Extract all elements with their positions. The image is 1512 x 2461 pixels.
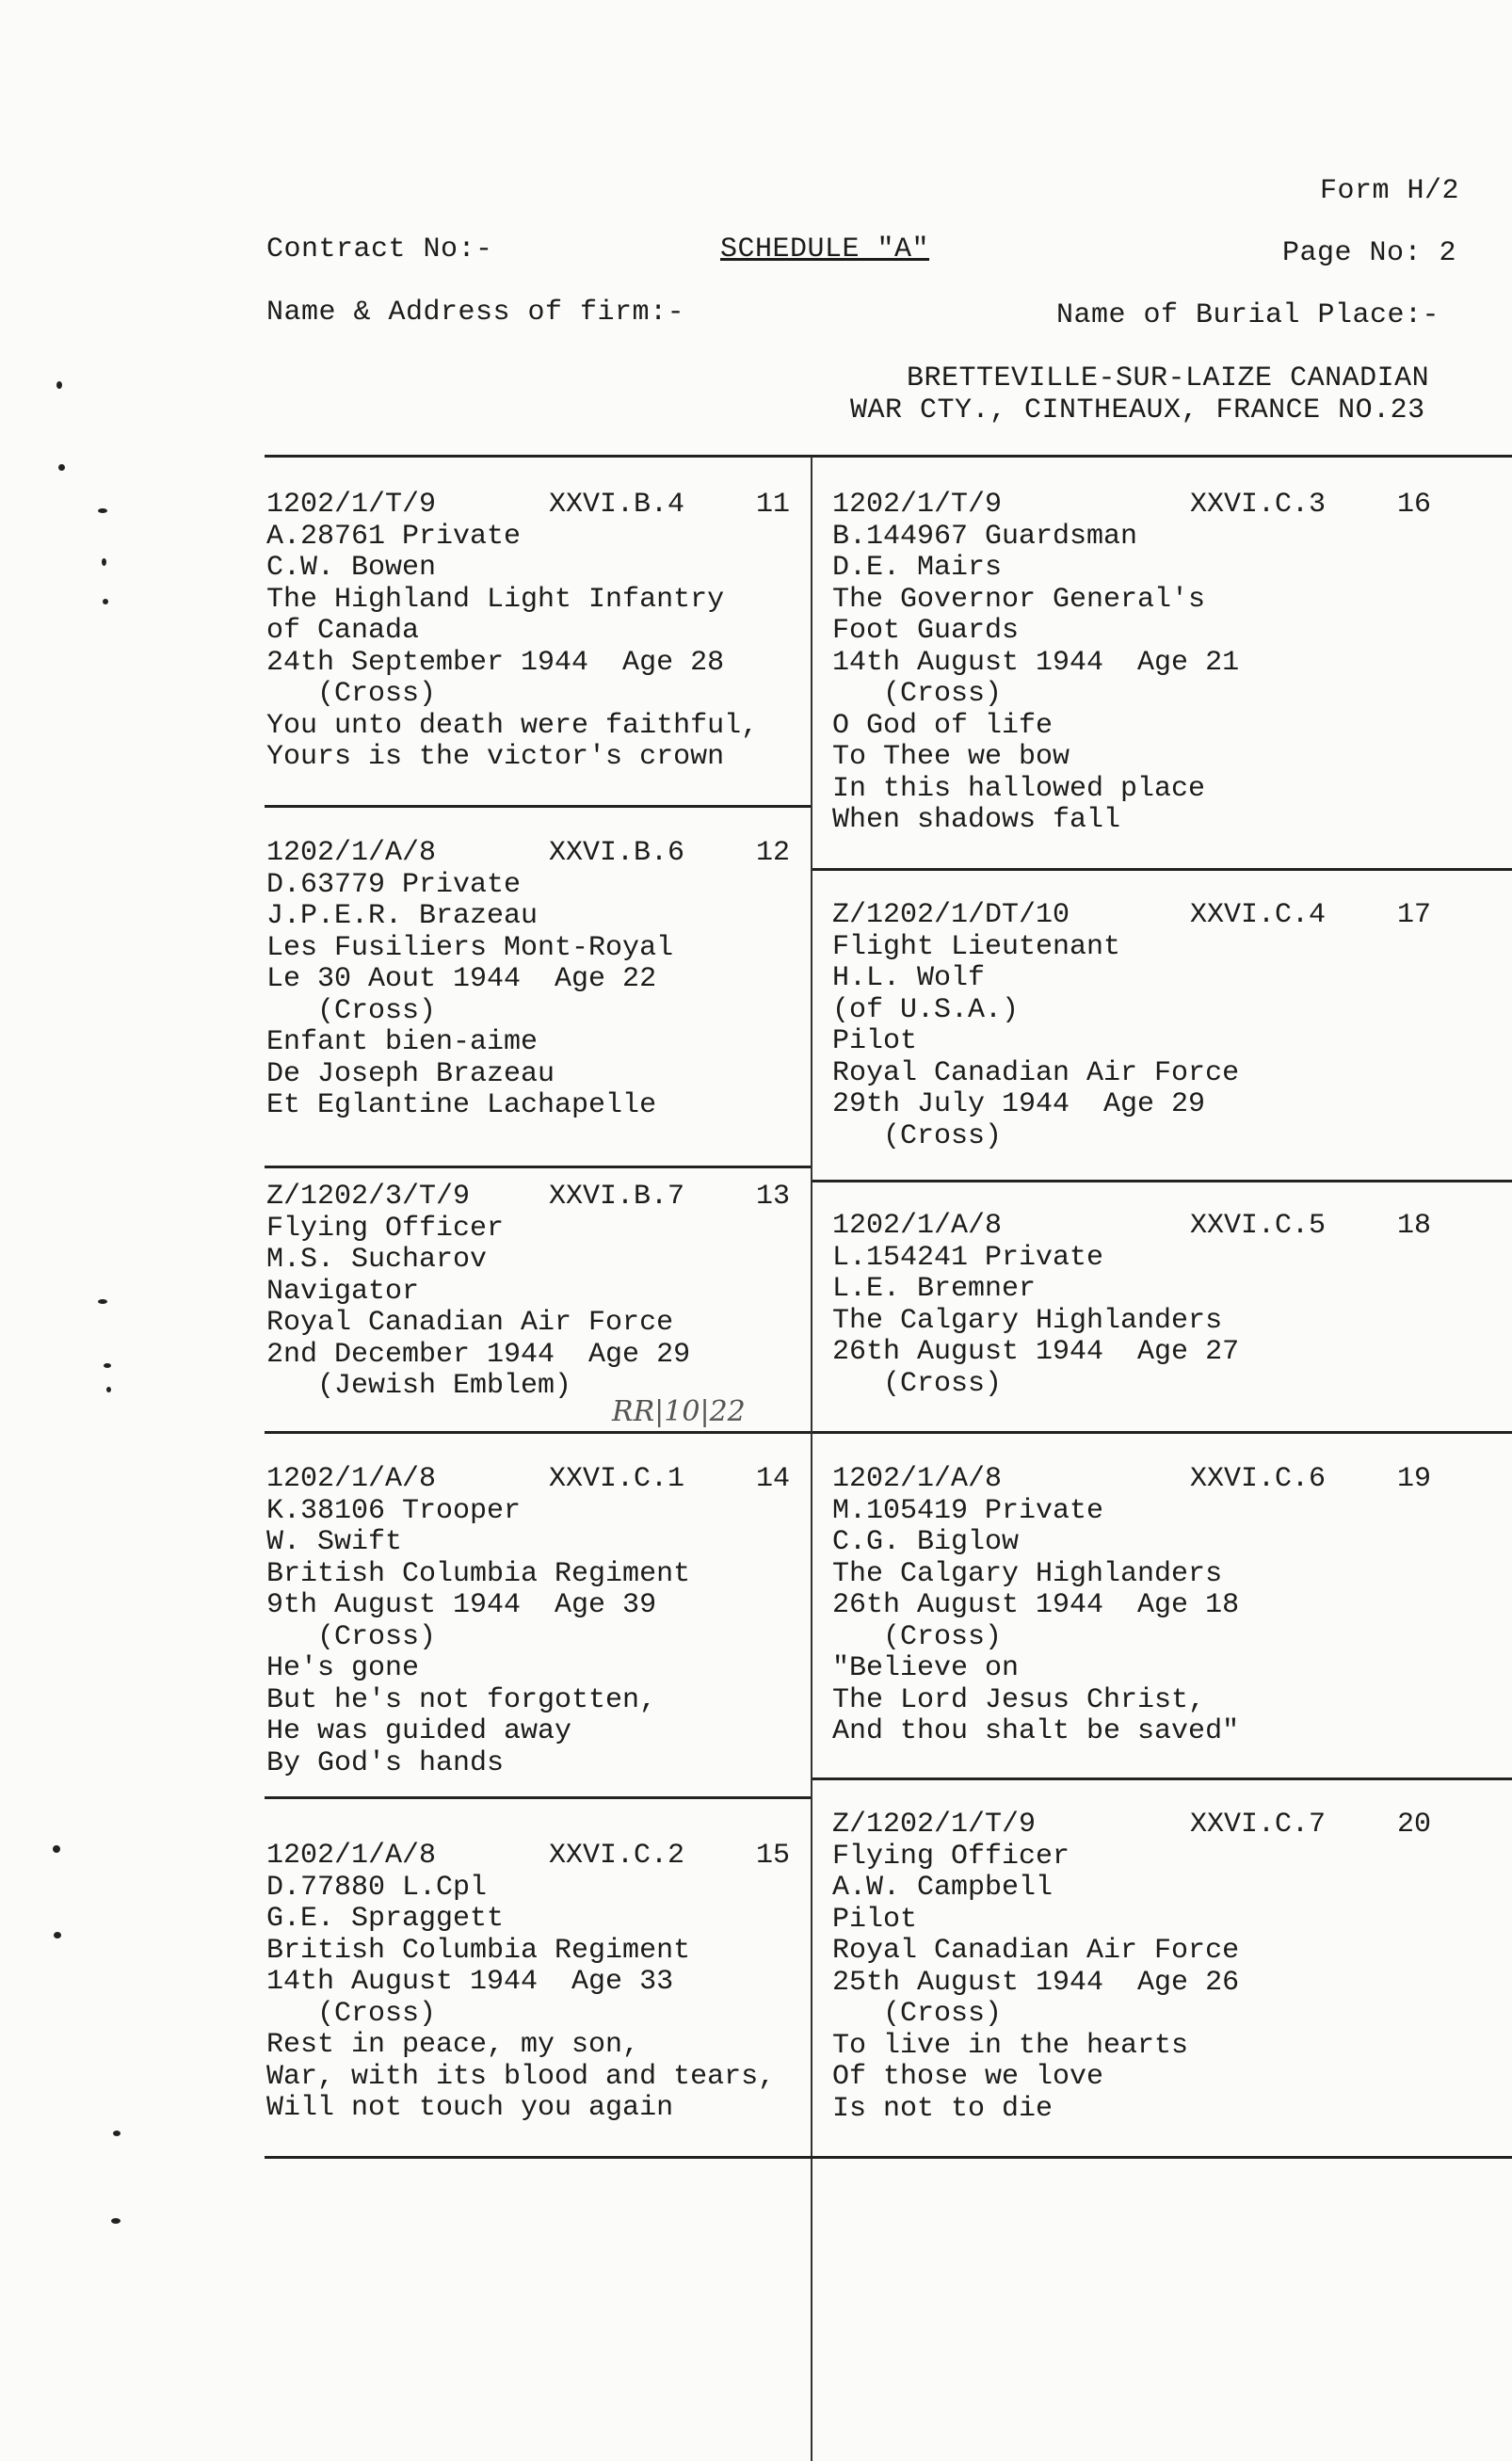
entry-reference: Z/1202/3/T/9 — [266, 1181, 471, 1213]
entry-line: Foot Guards — [832, 615, 1020, 647]
margin-speck — [104, 1363, 111, 1368]
burial-entry — [266, 1841, 803, 2125]
entry-line: Les Fusiliers Mont-Royal — [266, 931, 674, 964]
entry-line: 14th August 1944 Age 21 — [832, 646, 1240, 679]
entry-line: Flying Officer — [832, 1840, 1070, 1873]
entry-line: Enfant bien-aime — [266, 1026, 539, 1058]
entry-line: Flight Lieutenant — [832, 930, 1121, 963]
burial-entry — [266, 1464, 803, 1779]
entry-line: Will not touch you again — [266, 2092, 674, 2124]
entry-line: O God of life — [832, 709, 1054, 742]
entry-reference: 1202/1/A/8 — [266, 837, 437, 869]
entry-number: 12 — [756, 837, 791, 869]
entry-line: 24th September 1944 Age 28 — [266, 646, 725, 679]
burial-place-label: Name of Burial Place:- — [1056, 299, 1440, 331]
entry-line: L.E. Bremner — [832, 1273, 1037, 1305]
entry-line: When shadows fall — [832, 804, 1121, 836]
entry-grave: XXVI.B.7 — [549, 1181, 685, 1213]
entry-grave: XXVI.C.7 — [1190, 1809, 1327, 1841]
margin-speck — [58, 464, 65, 471]
row-rule — [812, 1777, 1512, 1780]
entry-line: British Columbia Regiment — [266, 1557, 691, 1590]
entry-line: 25th August 1944 Age 26 — [832, 1966, 1240, 1999]
burial-entry — [266, 490, 803, 774]
row-rule — [265, 1431, 811, 1434]
margin-speck — [111, 2218, 121, 2224]
entry-line: B.144967 Guardsman — [832, 520, 1138, 553]
entry-line: (Cross) — [832, 1367, 1003, 1400]
entry-line: In this hallowed place — [832, 772, 1206, 805]
row-rule — [265, 1166, 811, 1168]
entry-line: of Canada — [266, 615, 420, 647]
entry-line: And thou shalt be saved" — [832, 1715, 1240, 1747]
entry-line: D.E. Mairs — [832, 552, 1003, 584]
burial-entry — [832, 1464, 1491, 1748]
row-rule — [812, 1431, 1512, 1434]
entry-line: (of U.S.A.) — [832, 993, 1020, 1026]
entry-number: 16 — [1397, 489, 1432, 521]
entry-line: (Cross) — [266, 994, 437, 1027]
handwritten-annotation: RR|10|22 — [612, 1395, 746, 1428]
entry-reference: Z/1202/1/DT/10 — [832, 899, 1070, 931]
entry-line: Le 30 Aout 1944 Age 22 — [266, 963, 657, 995]
entry-line: K.38106 Trooper — [266, 1494, 522, 1527]
row-rule — [265, 805, 811, 808]
entry-line: D.63779 Private — [266, 868, 522, 901]
row-rule — [812, 868, 1512, 871]
entry-line: "Believe on — [832, 1652, 1020, 1684]
header-rule — [265, 455, 1512, 458]
entry-line: (Cross) — [832, 1620, 1003, 1653]
entry-number: 18 — [1397, 1210, 1432, 1242]
margin-speck — [98, 1299, 107, 1304]
entry-line: (Cross) — [266, 1620, 437, 1653]
burial-place-line1: BRETTEVILLE-SUR-LAIZE CANADIAN — [907, 362, 1430, 394]
entry-line: The Calgary Highlanders — [832, 1557, 1223, 1590]
entry-line: A.28761 Private — [266, 520, 522, 553]
entry-line: (Cross) — [832, 1998, 1003, 2030]
entry-line: To live in the hearts — [832, 2029, 1189, 2062]
entry-reference: 1202/1/A/8 — [832, 1210, 1003, 1242]
entry-line: But he's not forgotten, — [266, 1683, 657, 1716]
margin-speck — [106, 1387, 111, 1392]
entry-grave: XXVI.B.4 — [549, 489, 685, 521]
entry-number: 20 — [1397, 1809, 1432, 1841]
entry-line: W. Swift — [266, 1526, 403, 1558]
entry-number: 17 — [1397, 899, 1432, 931]
entry-number: 14 — [756, 1463, 791, 1495]
burial-entry — [832, 1211, 1491, 1400]
entry-reference: 1202/1/A/8 — [266, 1840, 437, 1872]
entry-line: Rest in peace, my son, — [266, 2029, 640, 2061]
entry-line: D.77880 L.Cpl — [266, 1871, 488, 1904]
entry-line: Pilot — [832, 1025, 918, 1057]
entry-line: De Joseph Brazeau — [266, 1057, 555, 1090]
entry-line: By God's hands — [266, 1746, 505, 1779]
entry-line: (Cross) — [266, 1997, 437, 2030]
entry-line: Royal Canadian Air Force — [832, 1056, 1240, 1089]
entry-line: Et Eglantine Lachapelle — [266, 1089, 657, 1121]
entry-line: Royal Canadian Air Force — [832, 1935, 1240, 1967]
entry-line: 2nd December 1944 Age 29 — [266, 1338, 691, 1371]
entry-line: You unto death were faithful, — [266, 709, 759, 742]
entry-line: The Governor General's — [832, 583, 1206, 616]
entry-line: He was guided away — [266, 1715, 572, 1747]
entry-line: 29th July 1944 Age 29 — [832, 1088, 1206, 1120]
entry-line: (Jewish Emblem) — [266, 1370, 572, 1402]
entry-line: The Calgary Highlanders — [832, 1304, 1223, 1337]
entry-grave: XXVI.C.6 — [1190, 1463, 1327, 1495]
entry-line: The Highland Light Infantry — [266, 583, 725, 616]
entry-line: J.P.E.R. Brazeau — [266, 900, 539, 932]
entry-reference: 1202/1/T/9 — [266, 489, 437, 521]
margin-speck — [54, 1932, 61, 1938]
entry-line: 26th August 1944 Age 18 — [832, 1589, 1240, 1621]
burial-entry — [266, 838, 803, 1122]
entry-line: He's gone — [266, 1652, 420, 1684]
burial-entry — [832, 900, 1491, 1152]
burial-place-line2: WAR CTY., CINTHEAUX, FRANCE NO.23 — [850, 394, 1425, 426]
entry-grave: XXVI.B.6 — [549, 837, 685, 869]
entry-reference: 1202/1/T/9 — [832, 489, 1003, 521]
entry-line: M.S. Sucharov — [266, 1244, 488, 1276]
entry-number: 15 — [756, 1840, 791, 1872]
entry-line: H.L. Wolf — [832, 962, 986, 994]
row-rule — [265, 2156, 1512, 2159]
entry-line: G.E. Spraggett — [266, 1903, 505, 1935]
entry-line: Flying Officer — [266, 1212, 505, 1245]
entry-grave: XXVI.C.4 — [1190, 899, 1327, 931]
entry-line: British Columbia Regiment — [266, 1934, 691, 1967]
entry-number: 19 — [1397, 1463, 1432, 1495]
contract-label: Contract No:- — [266, 233, 493, 265]
entry-grave: XXVI.C.5 — [1190, 1210, 1327, 1242]
entry-line: C.G. Biglow — [832, 1526, 1020, 1558]
entry-grave: XXVI.C.2 — [549, 1840, 685, 1872]
margin-speck — [56, 381, 62, 389]
entry-line: 14th August 1944 Age 33 — [266, 1966, 674, 1998]
entry-line: L.154241 Private — [832, 1241, 1104, 1274]
entry-line: (Cross) — [266, 678, 437, 710]
entry-line: C.W. Bowen — [266, 552, 437, 584]
form-number: Form H/2 — [1320, 175, 1460, 207]
entry-line: (Cross) — [832, 678, 1003, 710]
entry-line: Is not to die — [832, 2092, 1054, 2125]
entry-line: A.W. Campbell — [832, 1872, 1054, 1904]
entry-grave: XXVI.C.1 — [549, 1463, 685, 1495]
entry-line: Navigator — [266, 1275, 420, 1308]
entry-line: M.105419 Private — [832, 1494, 1104, 1527]
entry-number: 13 — [756, 1181, 791, 1213]
entry-line: War, with its blood and tears, — [266, 2060, 776, 2093]
margin-speck — [98, 508, 107, 513]
entry-line: Royal Canadian Air Force — [266, 1307, 674, 1339]
entry-line: 9th August 1944 Age 39 — [266, 1589, 657, 1621]
entry-reference: 1202/1/A/8 — [832, 1463, 1003, 1495]
page-number: Page No: 2 — [1282, 237, 1457, 269]
margin-speck — [102, 558, 106, 566]
schedule-title: SCHEDULE "A" — [720, 233, 930, 265]
entry-line: Of those we love — [832, 2061, 1104, 2093]
firm-label: Name & Address of firm:- — [266, 297, 685, 329]
entry-line: Pilot — [832, 1903, 918, 1936]
entry-line: 26th August 1944 Age 27 — [832, 1336, 1240, 1368]
burial-entry — [832, 1810, 1491, 2125]
margin-speck — [113, 2131, 121, 2136]
burial-entry — [266, 1182, 803, 1403]
burial-entry — [832, 490, 1491, 837]
entry-reference: 1202/1/A/8 — [266, 1463, 437, 1495]
entry-line: The Lord Jesus Christ, — [832, 1683, 1206, 1716]
entry-grave: XXVI.C.3 — [1190, 489, 1327, 521]
column-divider — [811, 457, 812, 2461]
entry-line: Yours is the victor's crown — [266, 741, 725, 773]
entry-line: To Thee we bow — [832, 741, 1070, 773]
entry-number: 11 — [756, 489, 791, 521]
entry-reference: Z/1202/1/T/9 — [832, 1809, 1037, 1841]
row-rule — [812, 1180, 1512, 1182]
entry-line: (Cross) — [832, 1119, 1003, 1152]
margin-speck — [103, 599, 108, 604]
margin-speck — [53, 1845, 60, 1853]
row-rule — [265, 1796, 811, 1799]
